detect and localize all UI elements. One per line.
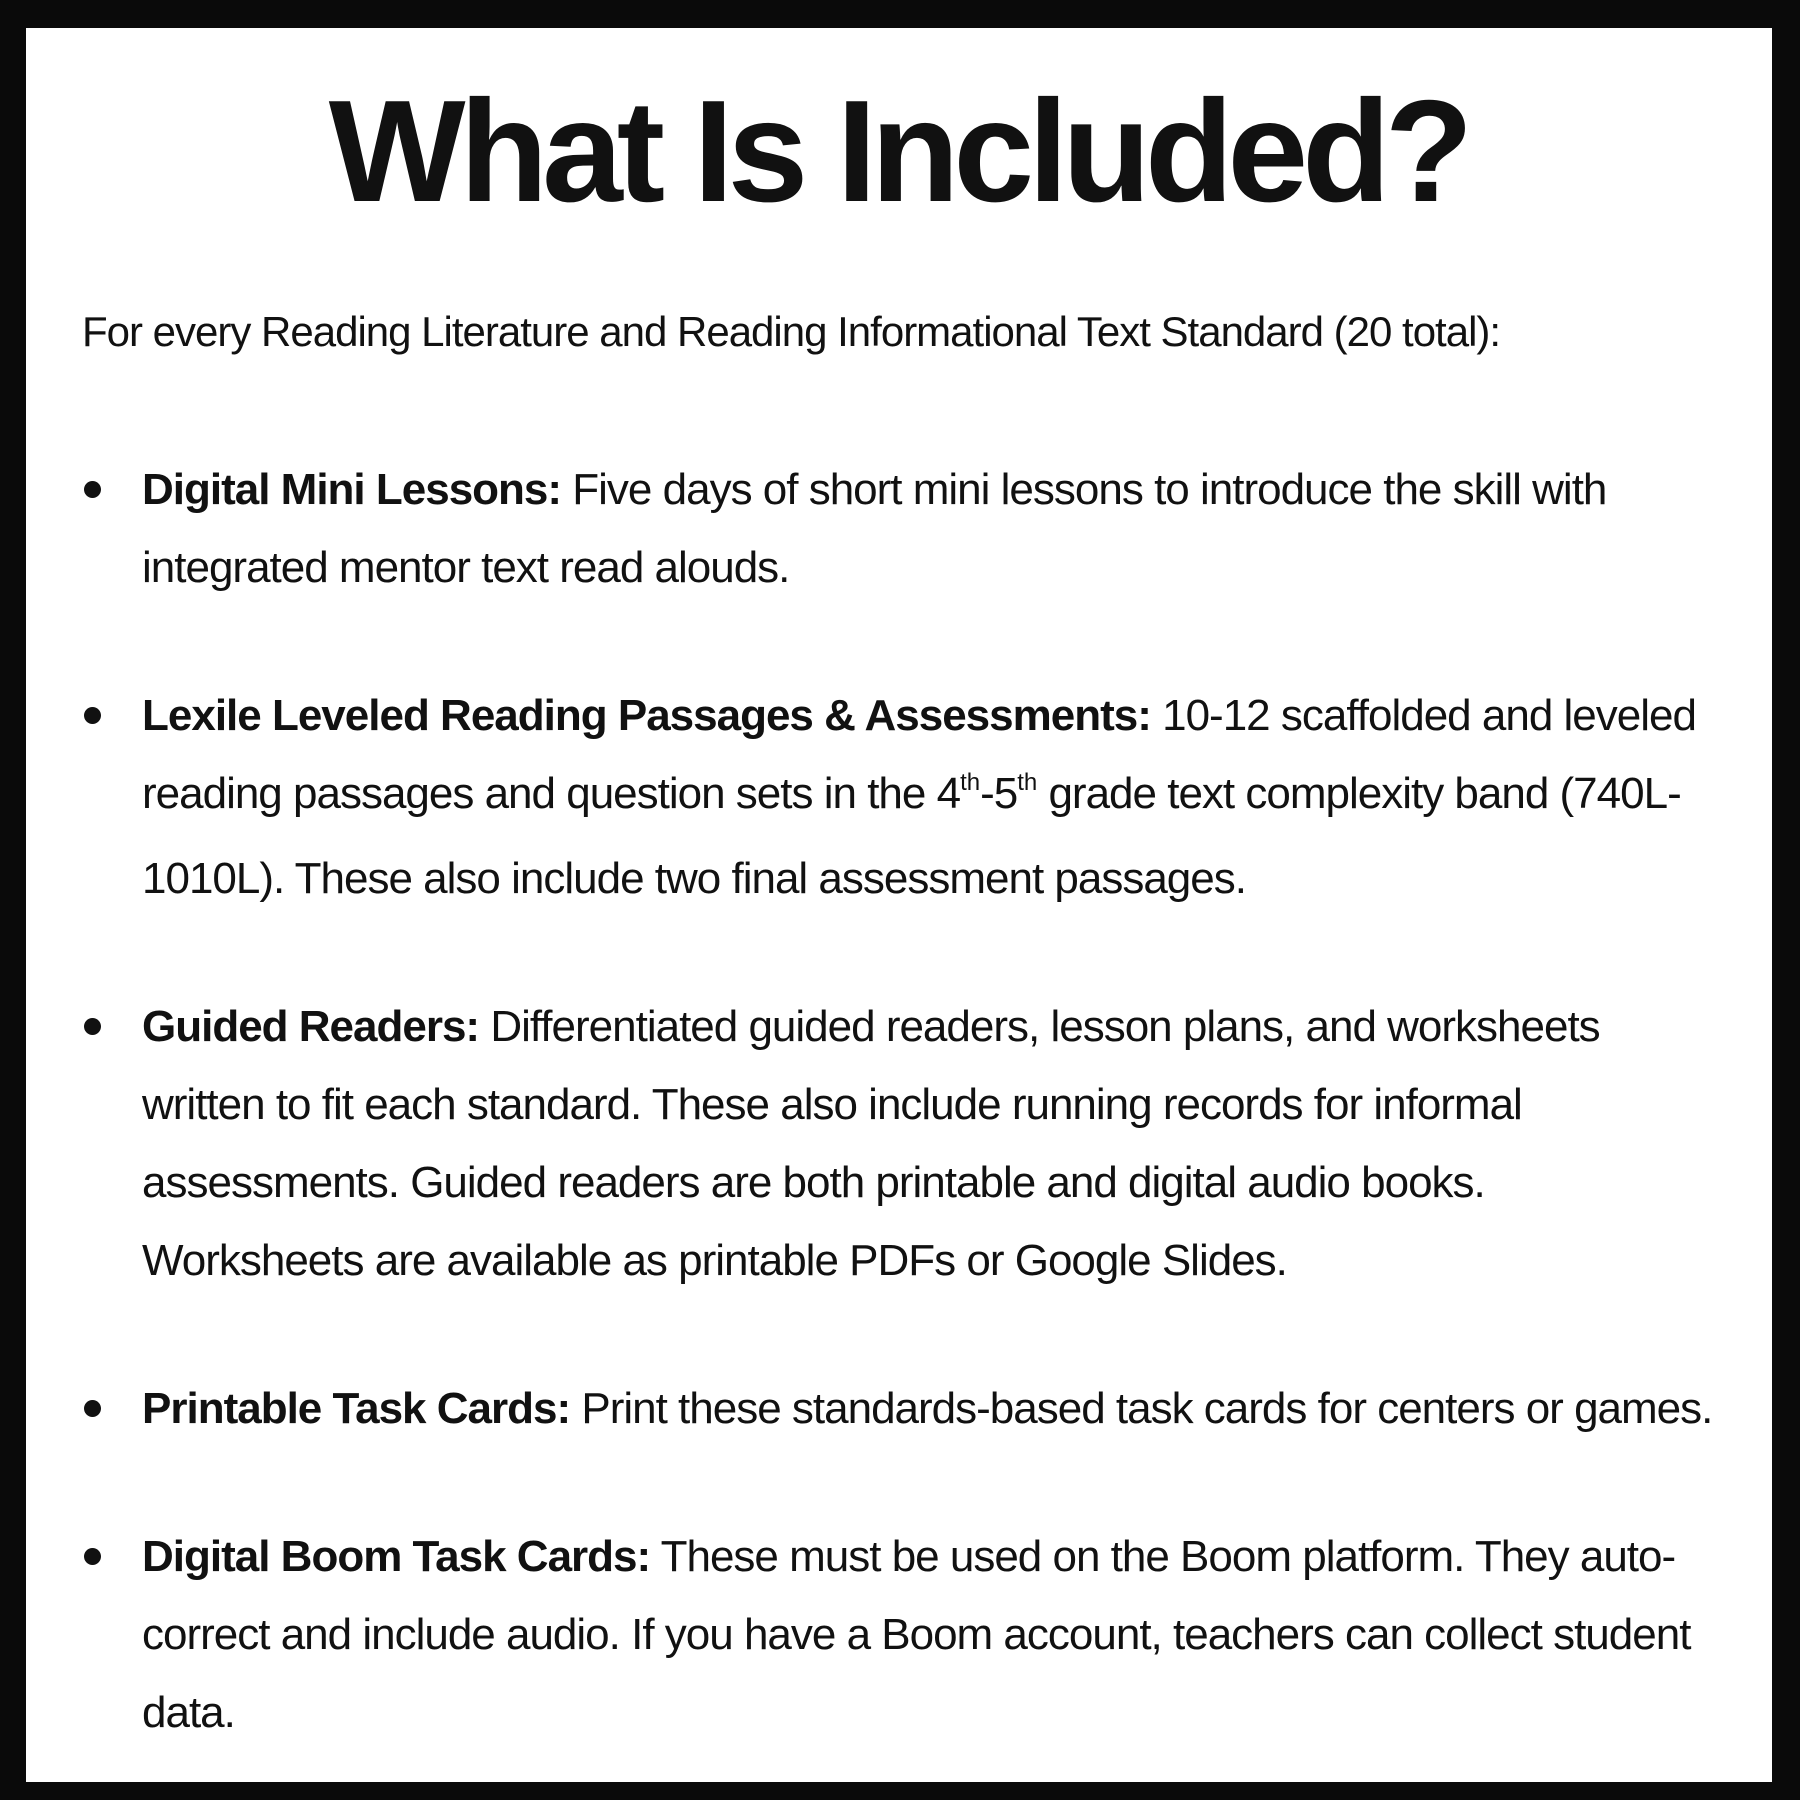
ordinal-superscript: th xyxy=(960,769,981,797)
feature-lead: Digital Boom Task Cards: xyxy=(142,1532,651,1582)
bullet-marker xyxy=(84,1018,101,1035)
feature-lead: Lexile Leveled Reading Passages & Assessments: xyxy=(142,691,1151,741)
list-item-digital-mini-lessons xyxy=(82,451,1714,607)
feature-body-segment: 10-12 scaffolded and leveled reading passages and question sets in the 4 xyxy=(142,691,1696,819)
feature-lead: Digital Mini Lessons: xyxy=(142,465,562,515)
list-item-lexile-passages xyxy=(82,677,1714,918)
feature-lead: Printable Task Cards: xyxy=(142,1384,571,1434)
bullet-marker xyxy=(84,481,101,498)
feature-lead: Guided Readers: xyxy=(142,1002,480,1052)
list-item-guided-readers xyxy=(82,988,1714,1300)
page-title: What Is Included? xyxy=(328,70,1468,232)
bullet-marker xyxy=(84,1548,101,1565)
list-item-digital-boom-task-cards xyxy=(82,1518,1714,1752)
feature-body: Five days of short mini lessons to introduce the skill with integrated mentor text read alouds. xyxy=(142,465,1607,593)
bullet-marker xyxy=(84,1400,101,1417)
page-content xyxy=(26,28,1772,1782)
feature-body-segment: -5 xyxy=(980,769,1018,819)
list-item-printable-task-cards xyxy=(82,1370,1714,1448)
feature-body: These must be used on the Boom platform. They auto-correct and include audio. If you have a Boom account, teachers can collect student data. xyxy=(142,1532,1691,1738)
features-list xyxy=(82,451,1714,1752)
feature-body: Print these standards-based task cards for centers or games. xyxy=(581,1384,1713,1434)
feature-body: Differentiated guided readers, lesson plans, and worksheets written to fit each standard. These also include running records for informal assessments. Guided readers are both printable and digital audio books. Worksheets are available as printable PDFs or Google Slides. xyxy=(142,1002,1600,1286)
feature-body-segment: grade text complexity band (740L-1010L). These also include two final assessment passages. xyxy=(142,769,1681,904)
ordinal-superscript: th xyxy=(1017,769,1038,797)
intro-text: For every Reading Literature and Reading Informational Text Standard (20 total): xyxy=(82,308,1501,356)
bullet-marker xyxy=(84,707,101,724)
